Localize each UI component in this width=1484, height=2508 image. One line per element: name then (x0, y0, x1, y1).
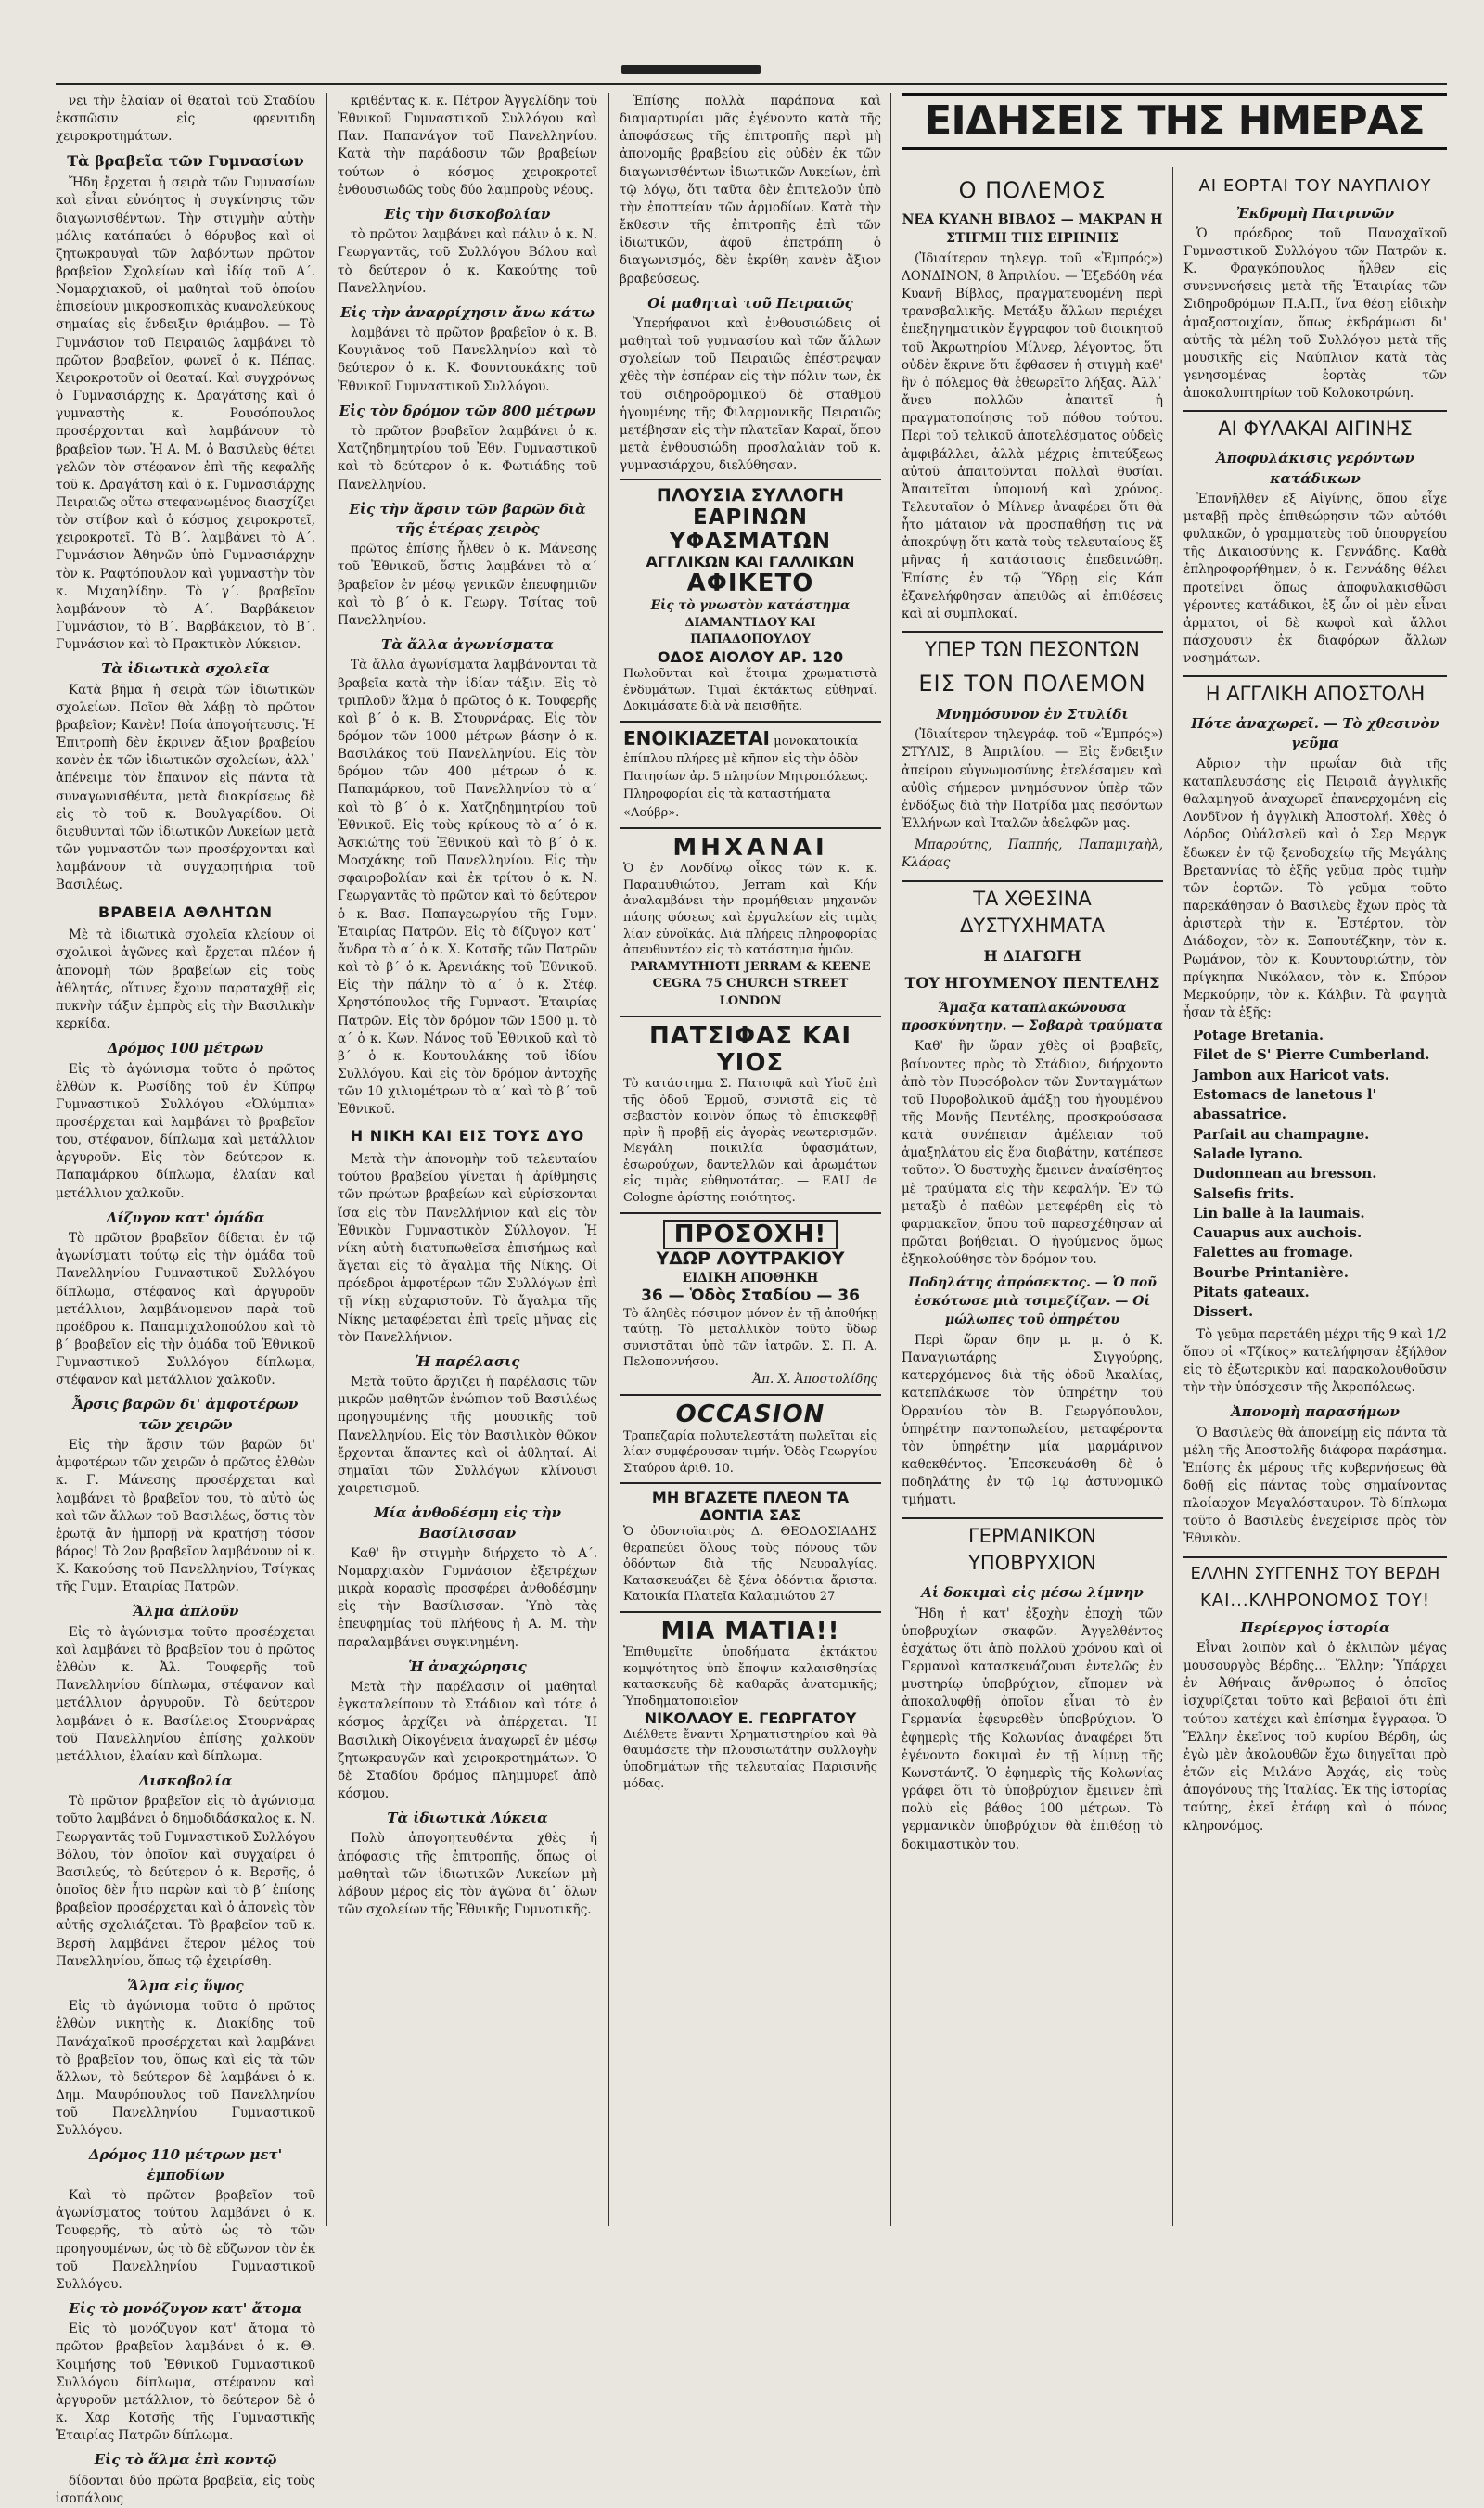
paragraph: Καθ' ἣν ὥραν χθὲς οἱ βραβεῖς, βαίνοντες πρὸς τὸ Στάδιον, διήρχοντο ἀπὸ τὸν Πυρσόβολον τῶν Συνταγμάτων τοῦ Πυροβολικοῦ ἀμάξῃ του ἡγουμένου τῆς Μονῆς Πεντέλης, προσκρούσασα κατὰ συνέπειαν ἀμέλειαν τοῦ ἁμαξηλάτου εἰς ἕνα διαβάτην, κατέπεσε τοῦτον. Ὁ δυστυχὴς ἔμεινεν ἀναίσθητος μὲ τραύματα εἰς τὴν κεφαλήν. Ἐν τῷ μεταξὺ ὁ παθὼν μετεφέρθη εἰς τὸ φαρμακεῖον, ὅπου τοῦ παρεσχέθησαν αἱ πρῶται βοήθειαι. Ὁ ἡγούμενος ὅμως ἐξηκολούθησε τὸν δρόμον του. (902, 1039, 1163, 1268)
section-heading: Εἰς τὸν δρόμον τῶν 800 μέτρων (339, 402, 596, 419)
menu-item: Salade lyrano. (1193, 1145, 1304, 1162)
signature: Μπαρούτης, Παππής, Παπαμιχαὴλ, Κλάρας (902, 838, 1163, 871)
advert-patsifas (620, 1016, 881, 1212)
menu-item: Filet de S' Pierre Cumberland. (1193, 1046, 1430, 1064)
paragraph: Ὁ Βασιλεὺς θὰ ἀπονείμῃ εἰς πάντα τὰ μέλη τῆς Ἀποστολῆς διάφορα παράσημα. Ἐπίσης ἐκ μέρους τῆς κυβερνήσεως θὰ δοθῇ εἰς πάντας τοὺς σημαίνοντας πλοίαρχον Μεγαλόσταυρον. Τὸ δίπλωμα τοῦτο ὁ Βασιλεὺς ἐνεχείρισε πρὸς τὸν Ἐθνικὸν. (1183, 1425, 1447, 1547)
menu-item: Lin balle à la laumais. (1193, 1204, 1365, 1222)
section-heading: Δισκοβολία (138, 1772, 233, 1790)
section-heading: Ἡ ἀναχώρησις (408, 1657, 527, 1675)
advert-line: ΠΛΟΥΣΙΑ ΣΥΛΛΟΓΗ (656, 485, 845, 506)
section-heading: Ἅλμα εἰς ὕψος (127, 1977, 244, 1994)
advert-line: Ὁ ἐν Λονδίνῳ οἶκος τῶν κ. κ. Παραμυθιώτου, Jerram καὶ Κήν ἀναλαμβάνει τὴν προμήθειαν μηχανῶν πάσης φύσεως καὶ ἐργαλείων εἰς τιμὰς λίαν εὐνοϊκάς. Διὰ πλήρεις πληροφορίας ἀπευθυντέον εἰς τὸ κατάστημα ἡμῶν. (623, 862, 877, 958)
section-heading: ΤΑ ΧΘΕΣΙΝΑ ΔΥΣΤΥΧΗΜΑΤΑ (902, 880, 1163, 941)
paragraph: Μετὰ τὴν ἀπονομὴν τοῦ τελευταίου τούτου βραβείου γίνεται ἡ ἀρίθμησις τῶν πρώτων βραβείων καὶ εὑρίσκονται ἴσα εἰς τὸν Πανελλήνιον καὶ εἰς τὸν Ἐθνικὸν Γυμναστικὸν Σύλλογον. Ἡ νίκη αὐτὴ διατυπωθεῖσα ἐπισήμως καὶ ἄγεται εἰς τὸ ἄγαλμα τῆς Νίκης. Οἱ πρόεδροι ἀμφοτέρων τῶν Συλλόγων ἐπὶ τῇ νίκῃ εὐχαριστοῦν. Τὸ ἄγαλμα τῆς Νίκης μεταφέρεται ἐπὶ τρεῖς μῆνας εἰς τὸν Πανελλήνιον. (338, 1152, 597, 1345)
column-3 (620, 93, 881, 2226)
paragraph: Εἶναι λοιπὸν καὶ ὁ ἐκλιπὼν μέγας μουσουργὸς Βέρδης... Ἕλλην; Ὑπάρχει ἐν Ἀθήναις ἄνθρωπος ὁ ὁποῖος ἰσχυρίζεται τοῦτο καὶ βεβαιοῖ ὅτι ἐπὶ τούτου κατέχει καὶ ἐπίσημα ἔγγραφα. Ὁ Ἕλλην ἐκεῖνος τοῦ κυρίου Βέρδη, ὡς ἐγὼ μὲν ἀκολουθῶν ἔχω διηγεῖται πρὸ ἐτῶν εἰς Μιλάνο Ἀρχάς, εἰς τοὺς ἀπογόνους τῆς Ἰταλίας. Ἐκ τῆς ἱστορίας ταύτης, ἐκεῖ ἐτάφη καὶ ὁ πόνος κληρονόμος. (1183, 1640, 1447, 1834)
advert-line: Τραπεζαρία πολυτελεστάτη πωλεῖται εἰς λίαν συμφέρουσαν τιμήν. Ὁδὸς Γεωργίου Σταύρου ἀριθ. 10. (623, 1428, 877, 1476)
paragraph: Εἰς τὸ ἀγώνισμα τοῦτο προσέρχεται καὶ λαμβάνει τὸ βραβεῖον του ὁ πρῶτος ἐλθὼν κ. Ἀλ. Τουφερῆς τοῦ Πανελληνίου δίπλωμα, στέφανον καὶ μετάλλιον ἀργυροῦν. Τὸ δεύτερον λαμβάνει ὁ κ. Βασίλειος Στουρνάρας τοῦ Πανελληνίου ἐπίσης χαλκοῦν μετάλλιον, ἐλαίαν καὶ δίπλωμα. (56, 1624, 315, 1764)
column-4 (902, 167, 1163, 2226)
section-heading: Εἰς τὴν δισκοβολίαν (384, 205, 551, 223)
advert-loutraki (620, 1212, 881, 1394)
advert-machines (620, 827, 881, 1016)
section-heading: Τὰ ἰδιωτικὰ Λύκεια (387, 1810, 548, 1827)
paragraph: Τὸ πρῶτον βραβεῖον εἰς τὸ ἀγώνισμα τοῦτο λαμβάνει ὁ δημοδιδάσκαλος κ. Ν. Γεωργαντᾶς τοῦ Γυμναστικοῦ Συλλόγου Βόλου, τὸν ὁποῖον καὶ συγχαίρει ὁ Βασιλεύς, τὸ δεύτερον ὁ κ. Βερσῆς, ὁ ὁποῖος δὲν ἦτο παρὼν καὶ τὸ β΄ ἐπίσης βραβεῖον προσέρχεται καὶ ὁ ἀπονεὶς τὸν αὐτῆς σχολιάζεται. Τὸ βραβεῖον τοῦ κ. Βερσῆ λαμβάνει ἕτερον μέλος τοῦ Πανελληνίου, ὅπως τῷ ἐχειρίσθη. (56, 1794, 315, 1969)
section-heading: ΓΕΡΜΑΝΙΚΟΝ ΥΠΟΒΡΥΧΙΟΝ (902, 1517, 1163, 1579)
masthead-fragment (621, 65, 761, 74)
advert-line: ΥΔΩΡ ΛΟΥΤΡΑΚΙΟΥ (656, 1248, 845, 1270)
section-heading: ΤΟΥ ΗΓΟΥΜΕΝΟΥ ΠΕΝΤΕΛΗΣ (904, 973, 1160, 992)
news-title-block (902, 93, 1447, 167)
section-heading: Ἆρσις βαρῶν δι' ἀμφοτέρων τῶν χειρῶν (72, 1396, 299, 1433)
section-heading: Εἰς τὴν ἄρσιν τῶν βαρῶν διὰ τῆς ἑτέρας χειρὸς (349, 500, 586, 537)
menu-item: Potage Bretania. (1193, 1027, 1324, 1044)
paragraph: Τὰ ἄλλα ἀγωνίσματα λαμβάνονται τὰ βραβεῖα κατὰ τὴν ἰδίαν τάξιν. Εἰς τὸ τριπλοῦν ἅλμα ὁ πρῶτος ὁ κ. Τουφερῆς καὶ β΄ ὁ κ. Β. Στουρνάρας. Εἰς τὸν δρόμον τῶν 1000 μέτρων βάσην ὁ κ. Βασιλάκος τοῦ Πανελληνίου. Εἰς τὸν δρόμον τῶν 400 μέτρων ὁ κ. Παπαμάρκου, τοῦ Πανελληνίου τὸ α΄ καὶ τὸ β΄ ὁ κ. Χατζηδημητρίου τοῦ Ἐθνικοῦ. Εἰς τοὺς κρίκους τὸ α΄ ὁ κ. Ἀσκιώτης τοῦ Ἐθνικοῦ καὶ τὸ β΄ ὁ κ. Μοσχάκης τοῦ Πανελληνίου. Εἰς τὴν σφαιροβολίαν καὶ ἐκ τρίτου ὁ κ. Ν. Γεωργαντᾶς τὸ πρῶτον καὶ τὸ δεύτερον ὁ κ. Βασ. Παπαγεωργίου τῆς Γυμν. Ἑταιρίας Πατρῶν. Εἰς τὸ δίζυγον κατ᾽ ἄνδρα τὸ α΄ ὁ κ. Χ. Κοτσῆς τῶν Πατρῶν καὶ τὸ β΄ ὁ κ. Ἀρενιάκης τοῦ Ἐθνικοῦ. Εἰς τὴν πάλην τὸ α΄ ὁ κ. Στέφ. Χρηστόπουλος τῆς Γυμναστ. Ἑταιρίας Πατρῶν. Εἰς τὸν δρόμον τῶν 1500 μ. τὸ α΄ ὁ κ. Κων. Νάνος τοῦ Ἐθνικοῦ καὶ τὸ β΄ ὁ κ. Κουτουλάκης τοῦ ἰδίου Συλλόγου. Καὶ εἰς τὸν δρόμον ἀντοχῆς τῶν 10 χιλιομέτρων τὸ α΄ καὶ τὸ β΄ τοῦ Ἐθνικοῦ. (338, 658, 597, 1118)
top-rule (56, 83, 1447, 85)
section-heading: ΒΡΑΒΕΙΑ ΑΘΛΗΤΩΝ (98, 902, 273, 921)
advert-line: ΕΑΡΙΝΩΝ ΥΦΑΣΜΑΤΩΝ (670, 505, 831, 554)
section-heading: ΑΙ ΕΟΡΤΑΙ ΤΟΥ ΝΑΥΠΛΙΟΥ (1198, 176, 1432, 196)
menu-item: Salsefis frits. (1193, 1184, 1295, 1202)
section-heading: Δρόμος 100 μέτρων (107, 1040, 264, 1057)
section-heading: Μνημόσυνον ἐν Στυλίδι (936, 706, 1129, 723)
menu-item: Dudonnean au bresson. (1193, 1165, 1377, 1183)
menu-item: Bourbe Printanière. (1193, 1263, 1349, 1281)
menu-list (1183, 1026, 1447, 1322)
paragraph: λαμβάνει τὸ πρῶτον βραβεῖον ὁ κ. Β. Κουγιᾶνος τοῦ Πανελληνίου καὶ τὸ δεύτερον ὁ κ. Κ. Φουντουκάκης τοῦ Ἐθνικοῦ Γυμναστικοῦ Συλλόγου. (338, 326, 597, 394)
advert-occasion (620, 1394, 881, 1482)
section-heading: Ἅλμα ἁπλοῦν (132, 1603, 239, 1620)
section-heading: Τὰ ἰδιωτικὰ σχολεῖα (101, 660, 270, 678)
paragraph: Καθ' ἣν στιγμὴν διήρχετο τὸ Α΄. Νομαρχιακὸν Γυμνάσιον ἐξετρέχων μικρὰ κορασὶς προσφέρει ἀνθοδέσμην εἰς τὴν Βασίλισσαν. Ὑπὸ τὰς ἐπευφημίας τοῦ πλήθους ἡ Α. Μ. τὴν παραλαμβάνει συγκινημένη. (338, 1545, 597, 1650)
section-heading: Ἅμαξα καταπλακώνουσα προσκύνητην. — Σοβαρὰ τραύματα (902, 1000, 1163, 1034)
paragraph: (Ἰδιαίτερον τηλεγρ. τοῦ «Ἐμπρός») ΛΟΝΔΙΝΟΝ, 8 Ἀπριλίου. — Ἐξεδόθη νέα Κυανῆ Βίβλος, πραγματευομένη περὶ τρανσβαλικῆς. Μετάξυ ἄλλων περιέχει ἐπεξηγηματικὸν ἔγγραφον τοῦ διοικητοῦ τοῦ Ἀκρωτηρίου Μίλνερ, λέγοντος, ὅτι οὐδὲν ἔκρινε ὅτι ἔφθασεν ἡ στιγμὴ καθ' ἣν ὁ πόλεμος θὰ ἐθεωρεῖτο λήξας. Ἀλλ᾽ ἄνευ πολλῶν ἀπαιτεῖ ἡ πραγματοποίησις τοῦ πόθου τούτου. Περὶ τοῦ τελικοῦ ἀποτελέσματος οὐδεὶς ἀμφιβάλλει, ἀλλὰ μέχρις ἐπιτεύξεως αὐτοῦ ἀπαιτοῦνται πολλαὶ θυσίαι. Ἀπαιτεῖται ὑπομονή καὶ χρόνος. Τελευταῖον ὁ Μίλνερ ἀναφέρει ὅτι θὰ ἦτο μάταιον νὰ προσπαθήσῃ τις νὰ ἀποκρύψῃ ὅτι κατὰ τοὺς τελευταίους ἕξ μῆνας ἡ κατάστασις ἐπεδεινώθη. Ἐπίσης ἐν τῷ Ὕδρῃ εἰς Κάπ ἐξανελήφθησαν ἀπειθῶς αἱ ἐπιθέσεις καὶ αἱ συμπλοκαί. (902, 250, 1163, 621)
advert-fabrics (620, 479, 881, 721)
section-heading: Τὰ ἄλλα ἀγωνίσματα (381, 636, 554, 654)
column-divider (608, 93, 609, 2226)
paragraph: Ἤδη ἡ κατ' ἐξοχὴν ἐποχὴ τῶν ὑποβρυχίων σκαφῶν. Ἀγγελθέντος ἐσχάτως ὅτι ἀπὸ πολλοῦ χρόνου καὶ οἱ Γερμανοὶ κατασκευάζουσι ἐντελῶς ἐν μυστηρίῳ ὑποβρύχιον, εἴπομεν νὰ ἀποκαλυφθῇ ὁποῖον εἶναι τὸ ἐν Γερμανία ἐφευρεθὲν ὑποβρύχιον. Ὁ ἐφημερὶς τῆς Κολωνίας ἀναφέρει ὅτι ἐγένοντο δοκιμαὶ ἐν τῇ λίμνῃ τῆς Κωνστάντζ. Ὁ ἐφημερὶς τῆς Κολωνίας γράφει ὅτι τὸ ὑποβρύχιον ἔμεινεν ἐπὶ πολὺ εἰς βάθος 100 μέτρων. Τὸ γερμανικὸν ὑποβρύχιον θὰ ἐπιθέσῃ τὸ δοκιμαστικὸν του. (902, 1606, 1163, 1852)
paragraph: Ὁ πρόεδρος τοῦ Παναχαϊκοῦ Γυμναστικοῦ Συλλόγου τῶν Πατρῶν κ. Κ. Φραγκόπουλος ἦλθεν εἰς συνεννοήσεις μετὰ τῆς Ἑταιρίας τῶν Σιδηροδρόμων Π.Α.Π., ἵνα θέσῃ εἰδικὴν ἁμαξοστοιχίαν, ὅπως ἐκδράμωσι δι' αὐτῆς τὰ μέλη τοῦ Συλλόγου μετὰ τῆς μουσικῆς εἰς Ναύπλιον κατὰ τὰς γενησομένας ἑορτὰς τῶν ἀποκαλυπτηρίων τοῦ Κολοκοτρώνη. (1183, 225, 1447, 402)
section-heading: Ἀποφυλάκισις γερόντων κατάδικων (1215, 450, 1415, 487)
advert-shoes (620, 1611, 881, 1798)
section-heading: Ἀπονομὴ παρασήμων (1231, 1403, 1400, 1421)
paragraph: Εἰς τὸ ἀγώνισμα τοῦτο ὁ πρῶτος ἐλθὼν νικητὴς κ. Διακίδης τοῦ Πανάχαϊκοῦ προσέρχεται καὶ λαμβάνει τὸ βραβεῖον του, ὅπως καὶ εἰς τὰ τῶν ἄλλων, τὸ δεύτερον δὲ λαμβάνει ὁ κ. Δημ. Μαυρόπουλος τοῦ Πανελληνίου τοῦ Πανελληνίου Γυμναστικοῦ Συλλόγου. (56, 1999, 315, 2139)
menu-item: Parfait au champagne. (1193, 1125, 1370, 1143)
advert-line: ΝΙΚΟΛΑΟΥ Ε. ΓΕΩΡΓΑΤΟΥ (644, 1708, 857, 1727)
menu-item: Cauapus aux auchois. (1193, 1224, 1362, 1242)
section-heading: ΕΙΣ ΤΟΝ ΠΟΛΕΜΟΝ (918, 670, 1146, 697)
advert-line: Πωλοῦνται καὶ ἕτοιμα χρωματιστὰ ἐνδυμάτων. Τιμαὶ ἐκτάκτως εὐθηναί. Δοκιμάσατε διὰ νὰ πεισθῆτε. (623, 667, 877, 714)
paragraph: Εἰς τὸ ἀγώνισμα τοῦτο ὁ πρῶτος ἐλθὼν κ. Ρωσίδης τοῦ ἐν Κύπρῳ Γυμναστικοῦ Συλλόγου «Ὀλύμπια» προσέρχεται καὶ λαμβάνει τὸ βραβεῖον του, στέφανον, δίπλωμα καὶ μετάλλιον ἀργυροῦν. Εἰς τὸν δεύτερον κ. Παπαμάρκου δίπλωμα, ἐλαίαν καὶ μετάλλιον χαλκοῦν. (56, 1061, 315, 1201)
paragraph: Τὸ πρῶτον βραβεῖον δίδεται ἐν τῷ ἀγωνίσματι τούτῳ εἰς τὴν ὁμάδα τοῦ Πανελληνίου Γυμναστικοῦ Συλλόγου δίπλωμα, στέφανος καὶ ἀργυροῦν μετάλλιον, λαμβάνομενον παρὰ τοῦ προέδρου κ. Παπαμιχαλοπούλου καὶ τὸ β΄ βραβεῖον εἰς τὴν ὁμάδα τοῦ Ἐθνικοῦ Γυμναστικοῦ Συλλόγου δίπλωμα, στέφανον καὶ μετάλλιον χαλκοῦν. (56, 1231, 315, 1388)
advert-dentist (620, 1482, 881, 1611)
paragraph: τὸ πρῶτον λαμβάνει καὶ πάλιν ὁ κ. Ν. Γεωργαντᾶς, τοῦ Συλλόγου Βόλου καὶ τὸ δεύτερον ὁ κ. Κακούτης τοῦ Πανελληνίου. (338, 227, 597, 296)
section-heading: Εἰς τὸ ἅλμα ἐπὶ κοντῷ (94, 2451, 277, 2469)
paragraph: Αὔριον τὴν πρωΐαν διὰ τῆς καταπλευσάσης εἰς Πειραιᾶ ἀγγλικῆς θαλαμηγοῦ ἀναχωρεῖ ἐπανερχομένη εἰς Λονδῖνον ἡ ἀγγλικὴ Ἀποστολή. Χθὲς ὁ Λόρδος Οὐάλσλεϋ καὶ ὁ Σερ Μεργκ ἔδωκεν ἐν τῷ ξενοδοχείῳ τῆς Μεγάλης Βρεταννίας τὸ ἑξῆς γεῦμα πρὸς τιμὴν τῶν ἑορτῶν. Τὸ γεῦμα τοῦτο παρεκάθησαν ὁ Βασιλεὺς ἔχων πρὸς τὰ ἀριστερὰ τὴν κ. Ἐστέρτον, τὸν Διάδοχον, τὸν κ. Ξαπουτέζκην, τὸν κ. Ρωμάνον, τὸν κ. Κουντουριώτην, τὸν πρίγκηπα Νικόλαον, τὸν κ. Σπύρον Μερκούρην, τὸν κ. Κάλβιν. Τὰ φαγητὰ ἦσαν τὰ ἑξῆς: (1183, 756, 1447, 1020)
section-title: ΕΙΔΗΣΕΙΣ ΤΗΣ ΗΜΕΡΑΣ (902, 93, 1447, 150)
paragraph: Ὑπερήφανοι καὶ ἐνθουσιώδεις οἱ μαθηταὶ τοῦ γυμνασίου καὶ τῶν ἄλλων σχολείων τοῦ Πειραιῶς ἐπέστρεψαν χθὲς τὴν ἑσπέραν εἰς τὴν πόλιν των, ἐκ τοῦ σιδηροδρομικοῦ δὲ σταθμοῦ ἡγουμένης τῆς Φιλαρμονικῆς Πειραιῶς μετέβησαν εἰς τὴν πλατεῖαν Καραϊ, ὅπου μετὰ ἐνθουσιώδη προσλαλιὰν τοῦ κ. γυμνασιάρχου, διελύθησαν. (620, 316, 881, 474)
section-heading: Εἰς τὴν ἀναρρίχησιν ἄνω κάτω (340, 303, 595, 321)
column-divider (326, 93, 327, 2226)
section-heading: Αἱ δοκιμαὶ εἰς μέσω λίμνην (921, 1584, 1144, 1602)
paragraph: Ἤδη ἔρχεται ἡ σειρὰ τῶν Γυμνασίων καὶ εἶναι εὐνόητος ἡ συγκίνησις τῶν διαγωνισθέντων. Τὴν στιγμὴν αὐτὴν μόλις κατάπαύει ὁ θόρυβος καὶ οἱ ζητωκραυγαὶ τῶν λαβόντων πρῶτον βραβεῖον Σχολείων καὶ ἰδίᾳ τοῦ Α΄. Νομαρχιακοῦ, οἱ μαθηταὶ τοῦ ὁποίου ἐπισείουν μικροσκοπικὰς κυανολεύκους σημαίας εἰς ἔνδειξιν θριάμβου. — Τὸ Γυμνάσιον τοῦ Πειραιῶς λαμβάνει τὸ πρῶτον βραβεῖον, φωνεῖ ὁ κ. Πέπας. Χειροκροτοῦν οἱ θεαταί. Καὶ συγχρόνως ὁ Γυμνασιάρχης κ. Δραγάτσης καὶ ὁ γυμναστὴς κ. Ρουσόπουλος προσέρχονται καὶ λαμβάνουν τὸ βραβεῖον των. Ἡ Α. Μ. ὁ Βασιλεὺς θέτει γελῶν τὸν στέφανον ἐπὶ τῆς κεφαλῆς τοῦ κ. Δραγάτση καὶ ὁ κ. Γυμνασιάρχης Πειραιῶς οὕτω στεφανωμένος διασχίζει τὸν στίβον καὶ ὁ κόσμος χειροκροτεῖ, χειροκροτεῖ. Τὸ Β΄. λαμβάνει τὸ Α΄. Γυμνάσιον Ἀθηνῶν ὑπὸ Γυμνασιάρχην τὸν κ. Ραφτόπουλον καὶ γυμναστὴν τὸν κ. Μιχαηλίδην. Τὸ γ΄. βραβεῖον λαμβάνουν τὸ Α΄. Βαρβάκειον Γυμνάσιον, τὸ Β΄. Βαρβάκειον, τὸ Β΄. Γυμνάσιον καὶ τὸ Πρακτικὸν Λύκειον. (56, 175, 315, 653)
advert-line: ΑΦΙΚΕΤΟ (686, 569, 814, 598)
section-heading: Ἐκδρομὴ Πατρινῶν (1235, 204, 1395, 222)
paragraph: Ἐπίσης πολλὰ παράπονα καὶ διαμαρτυρίαι μᾶς ἐγένοντο κατὰ τῆς ἀποφάσεως τῆς ἐπιτροπῆς περὶ μὴ ἀπονομῆς βραβείου εἰς οὐδὲν ἐκ τῶν διαγωνισθέντων ἰδιωτικῶν Λυκείων, ἐπὶ τῷ λόγῳ, ὅτι ταῦτα δὲν ἐπιτελοῦν ὑπὸ τὴν ἐποπτείαν τῶν ἁρμοδίων. Κατὰ τὴν ἔκθεσιν τῆς ἐπιτροπῆς ἐπὶ τῶν ἰδιωτικῶν, ἀφοῦ ἐπετράπη ὁ διαγωνισμός, δὲν ἐκρίθη κανὲν ἄξιον βραβεύσεως. (620, 94, 881, 287)
advert-line: ΕΙΔΙΚΗ ΑΠΟΘΗΚΗ (682, 1270, 819, 1286)
advert-line: Τὸ ἄληθὲς πόσιμον μόνον ἐν τῇ ἀποθήκῃ ταύτῃ. Τὸ μεταλλικὸν τοῦτο ὕδωρ συνιστᾶται ὑπὸ τῶν ἰατρῶν. Σ. Π. Α. Πελοποννήσου. (623, 1306, 877, 1370)
menu-item: Dissert. (1193, 1303, 1254, 1321)
paragraph: νει τὴν ἐλαίαν οἱ θεαταὶ τοῦ Σταδίου ἐκσπῶσιν εἰς φρενιτιδη χειροκροτημάτων. (56, 94, 315, 145)
advert-line: Τὸ κατάστημα Σ. Πατσιφᾶ καὶ Υἱοῦ ἐπὶ τῆς ὁδοῦ Ἑρμοῦ, συνιστᾶ εἰς τὸ σεβαστὸν κοινὸν ὅπως τὸ ἐπισκεφθῇ πρὶν ἢ προβῇ εἰς ἀγορὰς νεωτερισμῶν. Μεγάλη ποικιλία ὑφασμάτων, ἐσωρούχων, δαντελλῶν καὶ ἀρωμάτων εἰς τιμὰς εὐθηνοτάτας. — EAU de Cologne ἀρίστης ποιότητος. (623, 1077, 877, 1205)
advert-line: Ὁ ὀδοντοϊατρὸς Δ. ΘΕΟΔΟΣΙΑΔΗΣ θεραπεύει ὅλους τοὺς πόνους τῶν ὀδόντων διὰ τῆς Νευραλγίας. Κατασκευάζει δὲ ξένα ὀδόντια ἄριστα. Κατοικία Πλατεῖα Καλαμιώτου 27 (623, 1525, 877, 1605)
paragraph: Μὲ τὰ ἰδιωτικὰ σχολεῖα κλείουν οἱ σχολικοὶ ἀγῶνες καὶ ἔρχεται πλέον ἡ ἀπονομὴ τῶν βραβείων εἰς τοὺς ἀθλητάς, οἵτινες ἔχουν παραταχθῇ εἰς πυκνὴν τάξιν ἐμπρὸς εἰς τὴν Βασιλικὴν κερκίδα. (56, 928, 315, 1032)
paragraph: Κατὰ βῆμα ἡ σειρὰ τῶν ἰδιωτικῶν σχολείων. Ποῖον θὰ λάβῃ τὸ πρῶτον βραβεῖον; Κανὲν! Ποία ἀπογοήτευσις. Ἡ Ἐπιτροπὴ δὲν ἔκρινεν ἄξιον βραβείου κανὲν ἐκ τῶν ἰδιωτικῶν σχολείων, ἀλλ᾽ ἀπένειμε τὸν ἔπαινον εἰς πάντα τὰ συναγωνισθέντα, μετὰ διακρίσεως δὲ εἰς τὸ τοῦ κ. Βουλγαρίδου. Οἱ διευθυνταὶ τῶν ἰδιωτικῶν Λυκείων μετὰ τῶν γυμναστῶν των προσέρχονται καὶ λαμβάνουν τὰ συγχαρητήρια τοῦ Βασιλέως. (56, 682, 315, 893)
newspaper-page (56, 65, 1447, 2506)
menu-item: Falettes au fromage. (1193, 1244, 1353, 1261)
section-heading: Μία ἀνθοδέσμη εἰς τὴν Βασίλισσαν (373, 1504, 562, 1542)
section-heading: Τὰ βραβεῖα τῶν Γυμνασίων (67, 152, 304, 171)
section-heading: Η ΑΓΓΛΙΚΗ ΑΠΟΣΤΟΛΗ (1183, 675, 1447, 709)
paragraph: πρῶτος ἐπίσης ἦλθεν ὁ κ. Μάνεσης τοῦ Ἐθνικοῦ, ὅστις λαμβάνει τὸ α΄ βραβεῖον ἐν μέσῳ γενικῶν ἐπευφημιῶν καὶ τὸ β΄ ὁ κ. Γεωργ. Τσίτας τοῦ Πανελληνίου. (338, 542, 597, 628)
paragraph: Εἰς τὸ μονόζυγον κατ' ἄτομα τὸ πρῶτον βραβεῖον λαμβάνει ὁ κ. Θ. Κοιμήσης τοῦ Ἐθνικοῦ Γυμναστικοῦ Συλλόγου δίπλωμα, στέφανον καὶ ἀργυροῦν μετάλλιον, τὸ δεύτερον δὲ ὁ κ. Χαρ Κοτσῆς τῆς Γυμναστικῆς Ἑταιρίας Πατρῶν δίπλωμα. (56, 2322, 315, 2444)
advert-line: CEGRA 75 CHURCH STREET LONDON (652, 977, 849, 1008)
advert-line: ΜΗ ΒΓΑΖΕΤΕ ΠΛΕΟΝ ΤΑ ΔΟΝΤΙΑ ΣΑΣ (651, 1489, 850, 1524)
section-heading: Ποδηλάτης ἀπρόσεκτος. — Ὁ ποῦ ἐσκότωσε μιὰ τσιμεζίζαν. — Οἱ μώλωπες τοῦ ὁπηρέτου (908, 1275, 1157, 1328)
column-1 (56, 93, 315, 2506)
paragraph: Μετὰ τοῦτο ἄρχιζει ἡ παρέλασις τῶν μικρῶν μαθητῶν ἐνώπιον τοῦ Βασιλέως προηγουμένης τῆς μουσικῆς τοῦ Πανελληνίου. Εἰς τὸν Βασιλικὸν θῶκον ἔρχονται ἅπαντες καὶ οἱ ἀθληταί. Αἱ σημαῖαι τῶν Συλλόγων κλίνουσι χαιρετισμοῦ. (338, 1375, 597, 1497)
section-heading: ΝΕΑ ΚΥΑΝΗ ΒΙΒΛΟΣ — ΜΑΚΡΑΝ Η ΣΤΙΓΜΗ ΤΗΣ ΕΙΡΗΝΗΣ (902, 212, 1163, 246)
section-heading: Πότε ἀναχωρεῖ. — Τὸ χθεσινὸν γεῦμα (1191, 715, 1439, 752)
advert-line: ΜΙΑ ΜΑΤΙΑ!! (660, 1617, 840, 1645)
paragraph: Ἐπανῆλθεν ἐξ Αἰγίνης, ὅπου εἶχε μεταβῇ πρὸς ἐπιθεώρησιν τῶν αὐτόθι φυλακῶν, ὁ γραμματεὺς τοῦ ὑπουργείου τῆς Δικαιοσύνης κ. Γεννάδης. Καθὰ ἐπληροφορήθημεν, ὁ κ. Γεννάδης θέλει προτείνει ὅπως ἀποφυλακισθῶσι γέροντες κατάδικοι, ἐξ ὧν οἱ μὲν εἶναι ἀρματοι, οἱ δὲ κωφοὶ καὶ ἄλλοι πάσχουσιν ἐκ διαφόρων ἄλλων νοσημάτων. (1183, 491, 1447, 667)
section-heading: Οἱ μαθηταὶ τοῦ Πειραιῶς (647, 294, 853, 312)
paragraph: Καὶ τὸ πρῶτον βραβεῖον τοῦ ἀγωνίσματος τούτου λαμβάνει ὁ κ. Τουφερῆς, τὸ αὐτὸ ὡς τὸ τῶν προηγουμένων, ὡς τὸ δὲ εὔζωνον τὸν ἐκ τοῦ Πανελληνίου Γυμναστικοῦ Συλλόγου. (56, 2188, 315, 2292)
section-heading: Περίεργος ἱστορία (1240, 1619, 1390, 1636)
paragraph: κριθέντας κ. κ. Πέτρον Ἀγγελίδην τοῦ Ἐθνικοῦ Γυμναστικοῦ Συλλόγου καὶ Παν. Παπανάγον τοῦ Πανελληνίου. Κατὰ τὴν παράδοσιν τῶν βραβείων τούτων ὁ κόσμος χειροκροτεῖ ἐνθουσιωδῶς τοὺς δύο λαμπροὺς νέους. (338, 94, 597, 198)
paragraph: Περὶ ὥραν 6ην μ. μ. ὁ Κ. Παναγιωτάρης Σιγγούρης, κατερχόμενος διὰ τῆς ὁδοῦ Ἀκαλίας, κατεπλάκωσε τὸν ὑπηρέτην τοῦ Ὀρρανίου τὸν Β. Γεωργόπουλον, ὑπηρέτην παντοπωλείου, μεταφέροντα τὸν ὑπηρέτην μία μαρμάρινον καθεκθέντος. Ἐπεσκευάσθη δὲ ὁ ποδηλάτης ἐν τῷ 1ῳ ἀστυνομικῷ τμήματι. (902, 1333, 1163, 1508)
advert-line: ΠΑΤΣΙΦΑΣ ΚΑΙ ΥΙΟΣ (648, 1021, 852, 1077)
paragraph: (Ἰδιαίτερον τηλεγράφ. τοῦ «Ἐμπρός») ΣΤΥΛΙΣ, 8 Ἀπριλίου. — Εἰς ἔνδειξιν ἀπείρου εὐγνωμοσύνης ἐτελέσαμεν καὶ αὐθὶς σήμερον μνημόσυνον ὑπὲρ τῶν ἐνδόξως διὰ τὴν Πατρίδα μας πεσόντων Ἑλλήνων καὶ Ἰταλῶν ἀδελφῶν μας. (902, 727, 1163, 832)
section-heading: Δρόμος 110 μέτρων μετ' ἐμποδίων (88, 2146, 283, 2183)
paragraph: Μετὰ τὴν παρέλασιν οἱ μαθηταὶ ἐγκαταλείπουν τὸ Στάδιον καὶ τότε ὁ κόσμος ἀρχίζει νὰ ἀπέρχεται. Ἡ Βασιλικὴ Οἰκογένεια ἀναχωρεῖ ἐν μέσῳ ζητωκραυγῶν καὶ χειροκροτημάτων. Ὁ δὲ Σταδίου δρόμος πλημμυρεῖ ἀπὸ κόσμου. (338, 1680, 597, 1802)
advert-line: ΑΓΓΛΙΚΩΝ ΚΑΙ ΓΑΛΛΙΚΩΝ (646, 552, 855, 570)
section-heading: Η ΝΙΚΗ ΚΑΙ ΕΙΣ ΤΟΥΣ ΔΥΟ (350, 1127, 585, 1145)
column-divider (890, 93, 891, 2226)
section-heading: ΕΛΛΗΝ ΣΥΓΓΕΝΗΣ ΤΟΥ ΒΕΡΔΗ (1183, 1556, 1447, 1586)
advert-line: ΔΙΑΜΑΝΤΙΔΟΥ ΚΑΙ ΠΑΠΑΔΟΠΟΥΛΟΥ (684, 616, 816, 647)
advert-line: Εἰς τὸ γνωστὸν κατάστημα (650, 597, 851, 613)
advert-line: Ἐπιθυμεῖτε ὑποδήματα ἐκτάκτου κομψότητος ὑπὸ ἔποψιν καλαισθησίας κατασκευῆς δὲ καθαρᾶς ἀνατομικῆς; Ὑποδηματοποιεῖον (623, 1645, 877, 1708)
advert-line: μονοκατοικία ἐπίπλου πλήρες μὲ κῆπον εἰς τὴν ὁδὸν Πατησίων ἀρ. 5 πλησίον Μητροπόλεως. Πληροφορίαι εἰς τὰ καταστήματα «Λούβρ». (623, 734, 869, 820)
advert-line: Διέλθετε ἔναντι Χρηματιστηρίου καὶ θὰ θαυμάσετε τὴν πλουσιωτάτην συλλογὴν ὑποδημάτων τῆς τελευταίας Παρισινῆς μόδας. (623, 1727, 877, 1791)
advert-line: ΠΡΟΣΟΧΗ! (663, 1220, 838, 1250)
advert-line: OCCASION (675, 1401, 825, 1428)
section-heading: ΥΠΕΡ ΤΩΝ ΠΕΣΟΝΤΩΝ (902, 631, 1163, 664)
advert-line: Ἀπ. Χ. Ἀποστολίδης (752, 1371, 877, 1387)
column-2 (338, 93, 597, 2226)
paragraph: Εἰς τὴν ἄρσιν τῶν βαρῶν δι' ἀμφοτέρων τῶν χειρῶν ὁ πρῶτος ἐλθὼν κ. Γ. Μάνεσης προσέρχεται καὶ λαμβάνει τὸ βραβεῖον του, τὸ αὐτὸ ὡς καὶ τῶν ἄλλων τοῦ Βασιλέως, ὅστις τὸν ἐρωτᾷ ἂν ἠμπορῇ νὰ κρατήσῃ τόσον βάρος! Τὸ 2ον βραβεῖον λαμβάνουν οἱ κ. Κ. Κακούσης τοῦ Πανελληνίου, Τσίγκας τῆς Γυμν. Ἑταιρίας Πατρῶν. (56, 1438, 315, 1595)
section-heading: ΑΙ ΦΥΛΑΚΑΙ ΑΙΓΙΝΗΣ (1183, 410, 1447, 443)
section-heading: Ἡ παρέλασις (415, 1352, 520, 1370)
advert-line: PARAMYTHIOTI JERRAM & KEENE (630, 959, 871, 974)
section-heading: ΚΑΙ...ΚΛΗΡΟΝΟΜΟΣ ΤΟΥ! (1199, 1591, 1431, 1611)
section-heading: Η ΔΙΑΓΩΓΗ (983, 947, 1081, 966)
advert-line: ΕΝΟΙΚΙΑΖΕΤΑΙ (623, 726, 770, 749)
menu-item: Jambon aux Haricot vats. (1193, 1066, 1389, 1083)
advert-rent (620, 721, 881, 827)
column-5 (1183, 167, 1447, 2226)
section-heading: Εἰς τὸ μονόζυγον κατ' ἄτομα (69, 2299, 302, 2317)
section-heading: Δίζυγον κατ' ὁμάδα (106, 1209, 265, 1226)
column-divider (1172, 167, 1173, 2226)
advert-line: ΟΔΟΣ ΑΙΟΛΟΥ ΑΡ. 120 (657, 647, 844, 666)
menu-item: Pitats gateaux. (1193, 1283, 1310, 1300)
advert-line: ΜΗΧΑΝΑΙ (672, 833, 828, 862)
menu-item: Estomacs de lanetous l' abassatrice. (1193, 1086, 1377, 1123)
section-heading: Ο ΠΟΛΕΜΟΣ (958, 177, 1107, 203)
paragraph: τὸ πρῶτον βραβεῖον λαμβάνει ὁ κ. Χατζηδημητρίου τοῦ Ἐθν. Γυμναστικοῦ καὶ τὸ δεύτερον ὁ κ. Φωτιάδης τοῦ Πανελληνίου. (338, 424, 597, 493)
paragraph: δίδονται δύο πρῶτα βραβεῖα, εἰς τοὺς ἰσοπάλους (56, 2473, 315, 2506)
paragraph: Πολὺ ἀπογοητευθέντα χθὲς ἡ ἀπόφασις τῆς ἐπιτροπῆς, ὅπως οἱ μαθηταὶ τῶν ἰδιωτικῶν Λυκείων μὴ λάβουν μέρος εἰς τὸν ἀγῶνα δι᾽ ὅλων τῶν σχολείων τῆς Ἐθνικῆς Γυμνοτικῆς. (338, 1831, 597, 1918)
advert-line: 36 — Ὁδὸς Σταδίου — 36 (641, 1286, 860, 1306)
paragraph: Τὸ γεῦμα παρετάθη μέχρι τῆς 9 καὶ 1/2 ὅπου οἱ «Τζίκος» κατελήφησαν ἐξήλθον εἰς τὸ ἐξωτερικὸν καὶ παρακολουθοῦσιν τὴν τὴν ὑπόσχεσιν τῆς Ἀκροπόλεως. (1183, 1326, 1447, 1396)
